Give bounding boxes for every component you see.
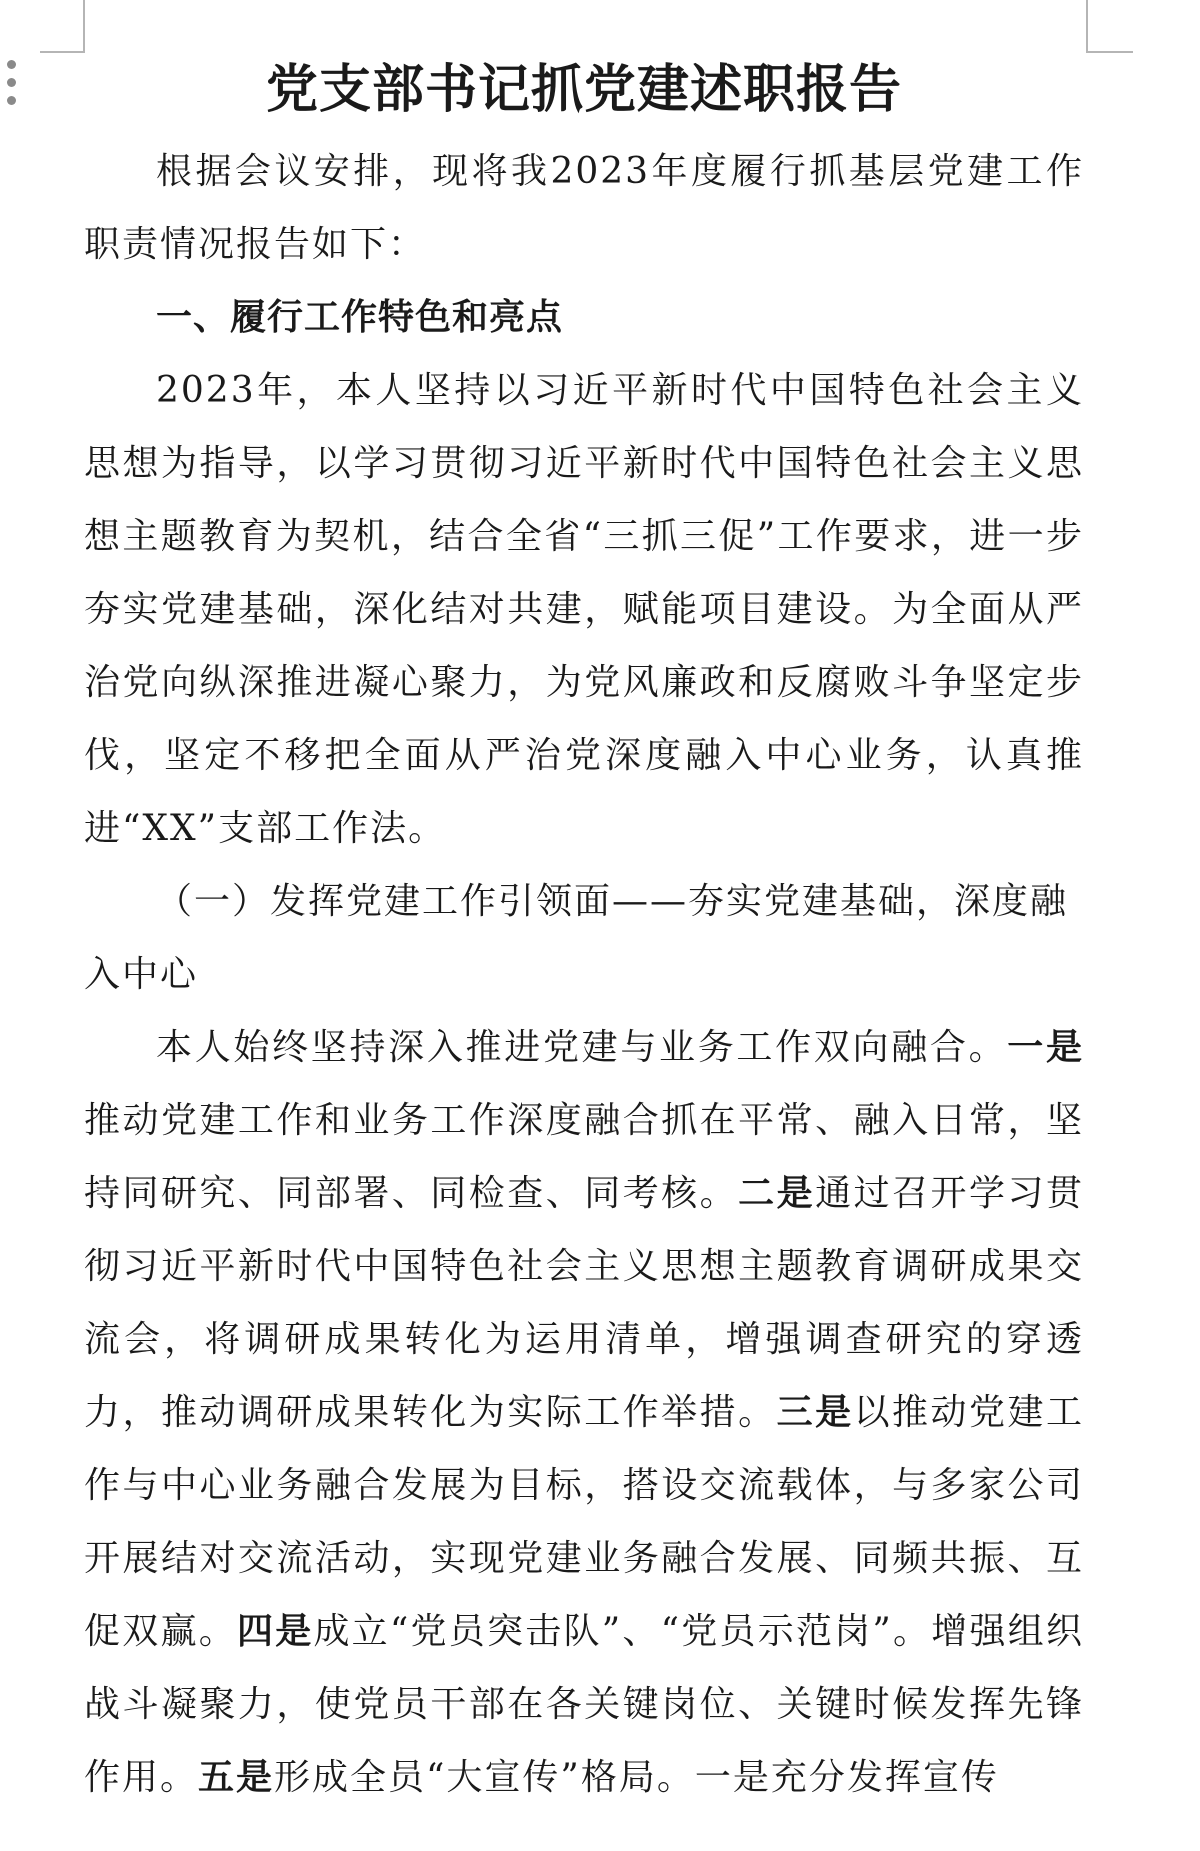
subsection-1-heading: （一）发挥党建工作引领面——夯实党建基础，深度融入中心 [84, 881, 1069, 995]
crop-mark-top-left [40, 0, 85, 53]
point-2-label: 二是 [738, 1172, 816, 1214]
section-1-paragraph: 2023年，本人坚持以习近平新时代中国特色社会主义思想为指导，以学习贯彻习近平新时代中国特色社会主义思想主题教育为契机，结合全省“三抓三促”工作要求，进一步夯实党建基础，深化结对共建，赋能项目建设。为全面从严治党向纵深推进凝心聚力，为党风廉政和反腐败斗争坚定步伐，坚定不移把全面从严治党深度融入中心业务，认真推进“XX”支部工作法。 [84, 370, 1084, 849]
point-1-label: 一是 [1007, 1026, 1084, 1068]
point-4-text: 成立“党员突击队”、“党员示范岗”。增强组织战斗凝聚力，使党员干部在各关键岗位、关键时候发挥先锋作用。 [84, 1611, 1084, 1798]
lead-text: 本人始终坚持深入推进党建与业务工作双向融合。 [156, 1027, 1008, 1068]
drag-handle-icon[interactable] [4, 60, 18, 110]
document-body [84, 45, 1084, 1814]
point-1-text: 推动党建工作和业务工作深度融合抓在平常、融入日常，坚持同研究、同部署、同检查、同考核。 [84, 1100, 1084, 1214]
point-5-label: 五是 [198, 1756, 275, 1798]
subsection-1-paragraph [84, 1011, 1084, 1814]
point-3-text: 以推动党建工作与中心业务融合发展为目标，搭设交流载体，与多家公司开展结对交流活动，实现党建业务融合发展、同频共振、互促双赢。 [84, 1392, 1084, 1652]
point-5-text: 形成全员“大宣传”格局。一是充分发挥宣传 [274, 1757, 999, 1798]
intro-paragraph: 根据会议安排，现将我2023年度履行抓基层党建工作职责情况报告如下： [84, 151, 1084, 265]
crop-mark-top-right [1086, 0, 1133, 53]
section-1-heading: 一、履行工作特色和亮点 [156, 296, 564, 338]
point-3-label: 三是 [776, 1391, 854, 1433]
document-title: 党支部书记抓党建述职报告 [265, 59, 902, 120]
point-4-label: 四是 [236, 1610, 314, 1652]
point-2-text: 通过召开学习贯彻习近平新时代中国特色社会主义思想主题教育调研成果交流会，将调研成果转化为运用清单，增强调查研究的穿透力，推动调研成果转化为实际工作举措。 [84, 1173, 1084, 1433]
